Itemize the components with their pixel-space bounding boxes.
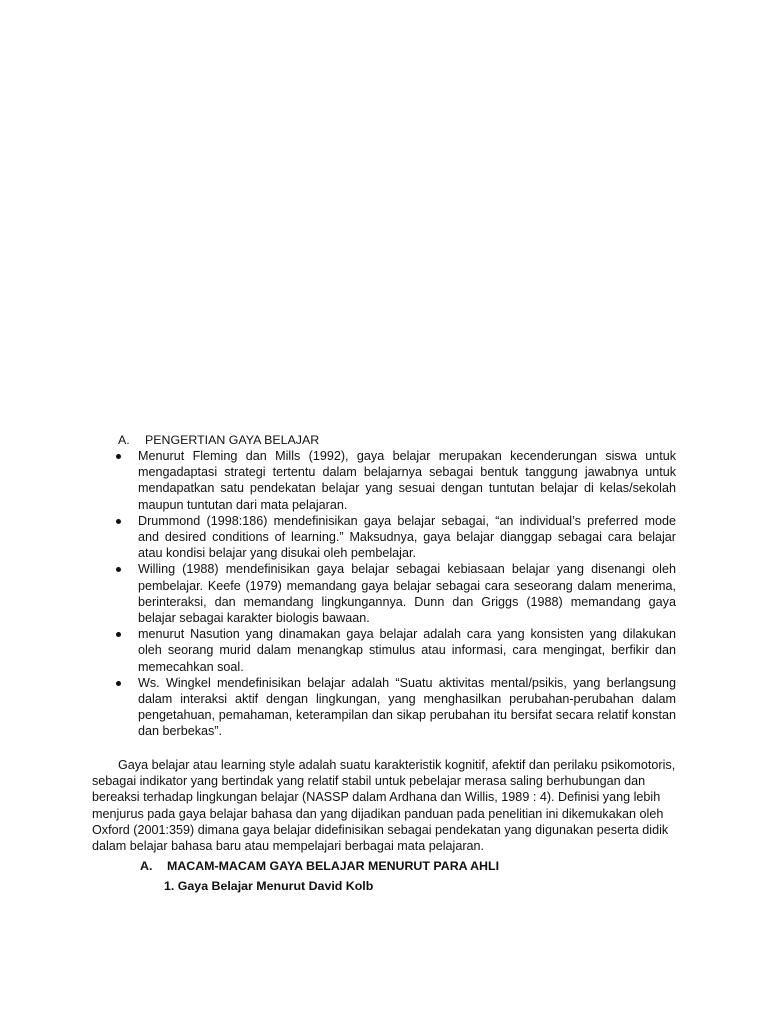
section-title: MACAM-MACAM GAYA BELAJAR MENURUT PARA AHLI — [167, 859, 500, 873]
section-letter: A. — [140, 859, 153, 873]
section-heading-pengertian — [118, 432, 319, 448]
list-item-text: Menurut Fleming dan Mills (1992), gaya belajar merupakan kecenderungan siswa untuk mengadaptasi strategi tertentu dalam belajarnya sebagai bentuk tanggung jawabnya untuk mendapatkan satu pendekatan belajar yang sesuai dengan tuntutan belajar di kelas/sekolah maupun tuntutan dari mata pelajaran. — [138, 449, 676, 512]
section-letter: A. — [118, 433, 130, 447]
bullet-icon — [116, 519, 121, 524]
list-item — [138, 513, 676, 562]
bullet-icon — [116, 454, 121, 459]
list-item — [138, 561, 676, 626]
list-item-text: Willing (1988) mendefinisikan gaya belajar sebagai kebiasaan belajar yang disenangi oleh pembelajar. Keefe (1979) memandang gaya belajar sebagai cara seseorang dalam menerima, berinteraksi, dan memandang lingkungannya. Dunn dan Griggs (1988) memandang gaya belajar sebagai karakter biologis bawaan. — [138, 562, 676, 626]
bullet-icon — [116, 681, 121, 686]
list-item — [138, 675, 676, 740]
body-paragraph — [92, 757, 676, 854]
list-item — [138, 448, 676, 513]
body-paragraph-text: Gaya belajar atau learning style adalah suatu karakteristik kognitif, afektif dan perilaku psikomotoris, sebagai indikator yang bertindak yang relatif stabil untuk pebelajar merasa saling berhubungan dan bereaksi terhadap lingkungan belajar (NASSP dalam Ardhana dan Willis, 1989 : 4). Definisi yang lebih menjurus pada gaya belajar bahasa dan yang dijadikan panduan pada penelitian ini dikemukakan oleh Oxford (2001:359) dimana gaya belajar didefinisikan sebagai pendekatan yang digunakan peserta didik dalam belajar bahasa baru atau mempelajari berbagai mata pelajaran. — [92, 758, 676, 854]
bullet-icon — [116, 632, 121, 637]
section-title: PENGERTIAN GAYA BELAJAR — [145, 433, 320, 447]
definition-list — [138, 448, 676, 740]
bullet-icon — [116, 567, 121, 572]
list-item-text: Drummond (1998:186) mendefinisikan gaya belajar sebagai, “an individual’s preferred mode and desired conditions of learning.” Maksudnya, gaya belajar dianggap sebagai cara belajar atau kondisi belajar yang disukai oleh pembelajar. — [138, 513, 676, 561]
list-item — [138, 626, 676, 675]
subsection-heading: 1. Gaya Belajar Menurut David Kolb — [164, 879, 374, 893]
section-heading-macam — [140, 858, 499, 874]
list-item-text: Ws. Wingkel mendefinisikan belajar adalah “Suatu aktivitas mental/psikis, yang berlangsung dalam interaksi aktif dengan lingkungan, yang menghasilkan perubahan-perubahan dalam pengetahuan, pemahaman, keterampilan dan sikap perubahan itu bersifat secara relatif konstan dan berbekas”. — [138, 675, 676, 739]
list-item-text: menurut Nasution yang dinamakan gaya belajar adalah cara yang konsisten yang dilakukan oleh seorang murid dalam menangkap stimulus atau informasi, cara mengingat, berfikir dan memecahkan soal. — [138, 627, 676, 674]
